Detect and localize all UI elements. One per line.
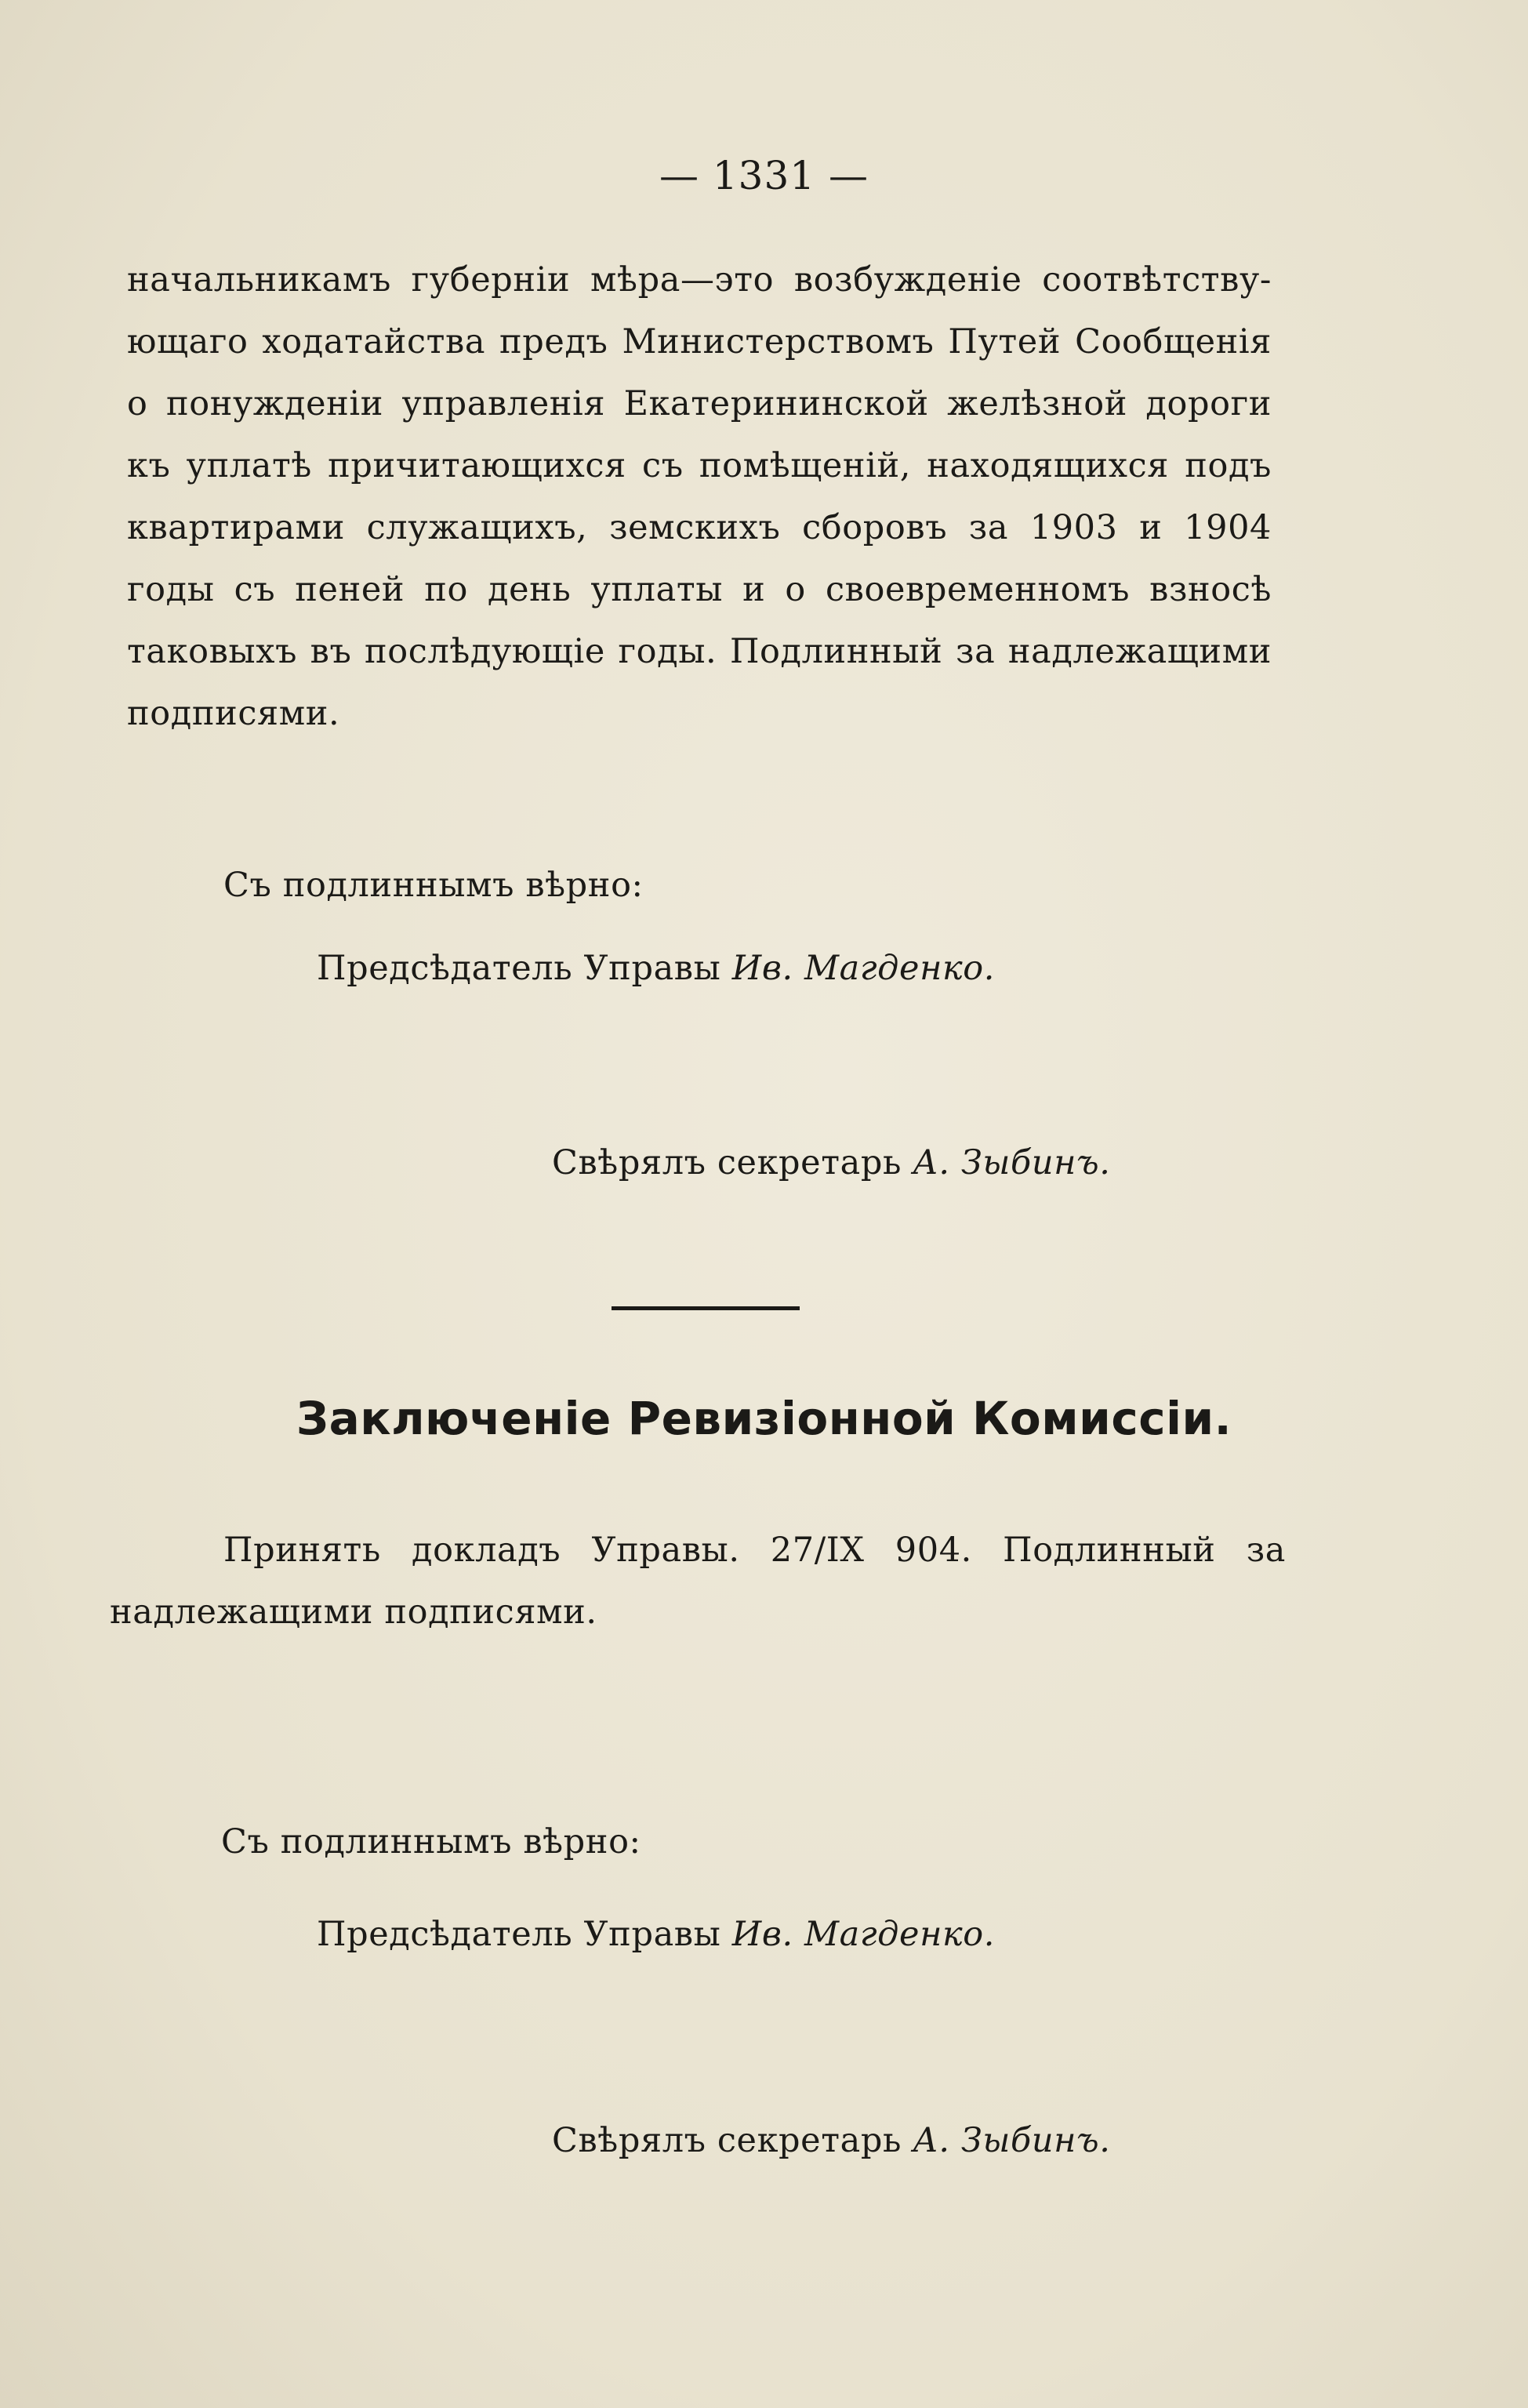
chairman-label: Предсѣдатель Управы	[317, 1915, 721, 1954]
secretary-name: А. Зыбинъ.	[913, 2121, 1111, 2160]
paragraph-1-line: къ уплатѣ причитающихся съ помѣщеній, находящихся подъ	[127, 446, 1272, 485]
secretary-signature-2	[552, 2121, 1111, 2160]
paragraph-1-line: таковыхъ въ послѣдующіе годы. Подлинный за надлежащими	[127, 632, 1272, 671]
chairman-signature-1	[317, 949, 995, 988]
paragraph-1-line: подписями.	[127, 694, 340, 733]
certified-note-2: Съ подлиннымъ вѣрно:	[221, 1822, 641, 1861]
page-number: — 1331 —	[659, 153, 869, 198]
paragraph-1	[127, 249, 1272, 745]
section-heading: Заключеніе Ревизіонной Комиссіи.	[296, 1392, 1232, 1445]
chairman-name: Ив. Магденко.	[731, 949, 996, 988]
section-divider	[612, 1306, 800, 1310]
paragraph-1-line: ющаго ходатайства предъ Министерствомъ Путей Сообщенія	[127, 322, 1272, 361]
certified-note-1: Съ подлиннымъ вѣрно:	[223, 866, 644, 905]
chairman-signature-2	[317, 1915, 995, 1954]
paragraph-2	[110, 1520, 1286, 1643]
paragraph-1-line: годы съ пеней по день уплаты и о своевременномъ взносѣ	[127, 570, 1272, 609]
secretary-label: Свѣрялъ секретарь	[552, 2121, 902, 2160]
paragraph-1-line: о понужденіи управленія Екатерининской желѣзной дороги	[127, 384, 1272, 423]
paragraph-1-line: начальникамъ губерніи мѣра—это возбужденіе соотвѣтству-	[127, 260, 1272, 300]
secretary-name: А. Зыбинъ.	[913, 1143, 1111, 1182]
secretary-signature-1	[552, 1143, 1111, 1182]
paragraph-2-line: Принять докладъ Управы. 27/IX 904. Подлинный за	[223, 1531, 1286, 1570]
paragraph-1-line: квартирами служащихъ, земскихъ сборовъ за 1903 и 1904	[127, 508, 1272, 547]
secretary-label: Свѣрялъ секретарь	[552, 1143, 902, 1182]
paragraph-2-line: надлежащими подписями.	[110, 1593, 597, 1632]
chairman-label: Предсѣдатель Управы	[317, 949, 721, 988]
chairman-name: Ив. Магденко.	[731, 1915, 996, 1954]
